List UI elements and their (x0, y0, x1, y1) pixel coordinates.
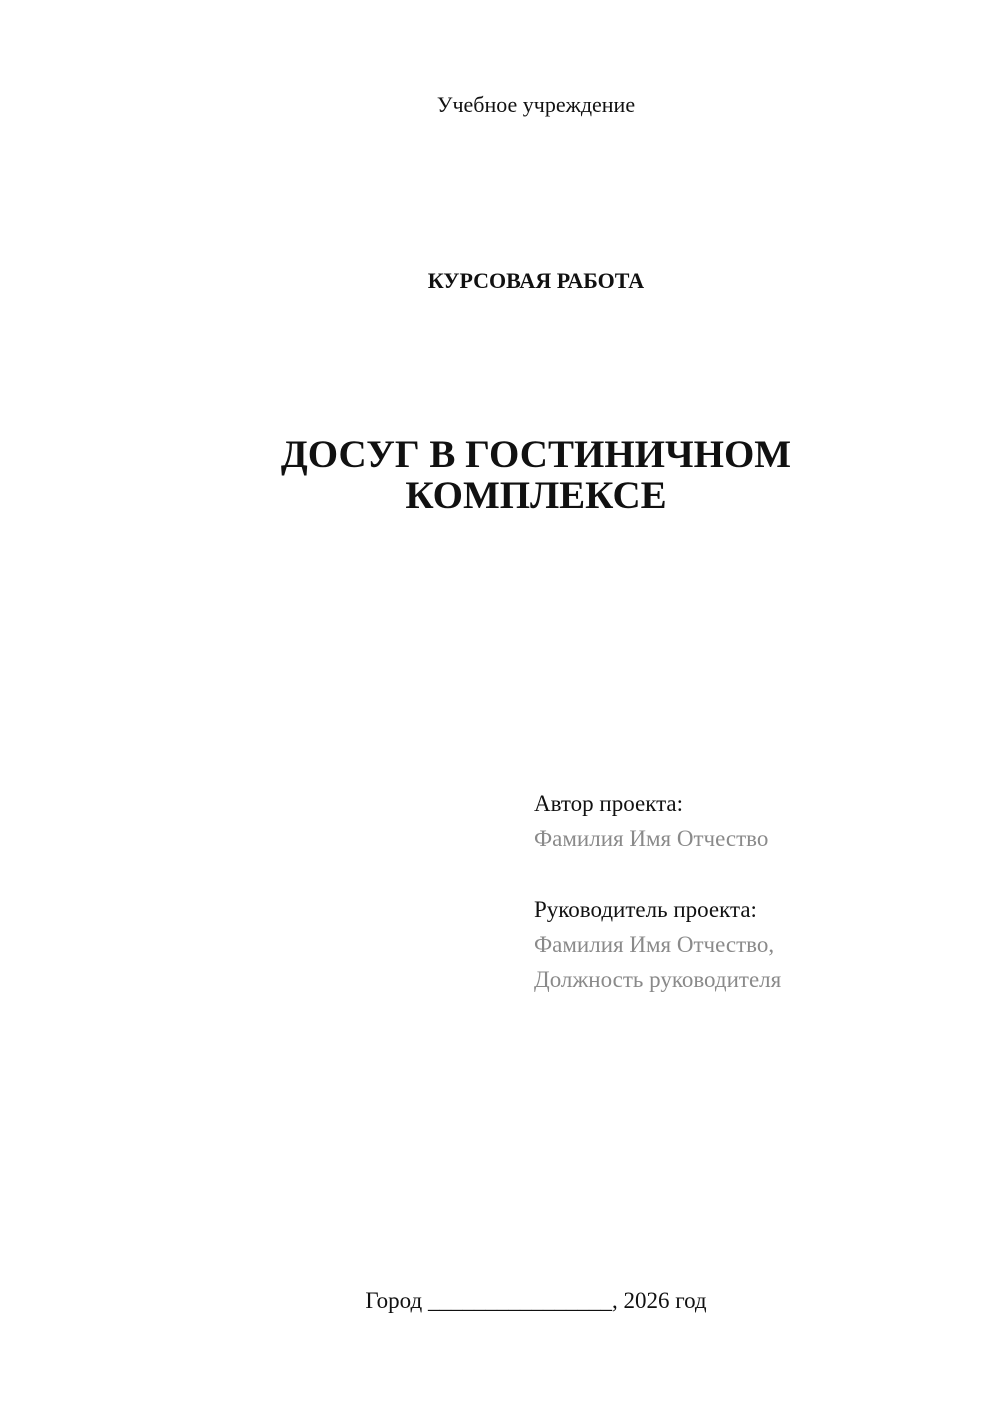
supervisor-position: Должность руководителя (534, 967, 782, 992)
document-title-line-1: ДОСУГ В ГОСТИНИЧНОМ (280, 433, 792, 476)
document-title (0, 434, 1000, 516)
document-title-line-2: КОМПЛЕКСЕ (405, 474, 667, 517)
author-name: Фамилия Имя Отчество (534, 826, 769, 851)
project-info-block (534, 786, 974, 997)
info-spacer (534, 856, 974, 892)
supervisor-name: Фамилия Имя Отчество, (534, 932, 775, 957)
city-year-footer: Город ________________, 2026 год (365, 1288, 707, 1313)
institution-name: Учебное учреждение (436, 92, 636, 117)
work-type-heading: КУРСОВАЯ РАБОТА (427, 268, 645, 293)
supervisor-label: Руководитель проекта: (534, 897, 757, 922)
author-label: Автор проекта: (534, 791, 683, 816)
